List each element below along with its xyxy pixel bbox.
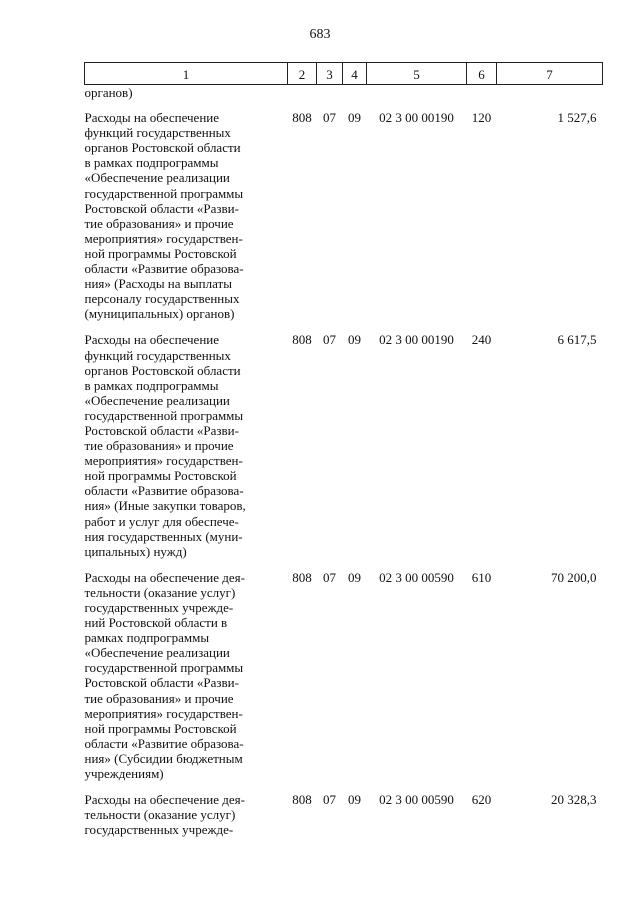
description-line: персоналу государственных xyxy=(84,291,240,307)
table-header-row xyxy=(85,63,603,85)
description-line: ния» (Иные закупки товаров, xyxy=(84,498,246,514)
target-article-code: 02 3 00 00590 xyxy=(379,569,454,585)
expense-type-code: 620 xyxy=(471,792,492,808)
description-line: Расходы на обеспечение xyxy=(84,332,220,348)
column-header-5: 5 xyxy=(367,63,467,85)
continuation-text: органов) xyxy=(84,85,133,100)
amount-value: 20 328,3 xyxy=(551,792,597,808)
table-row xyxy=(85,110,603,332)
page-number: 683 xyxy=(309,27,331,42)
description-line: Расходы на обеспечение xyxy=(84,110,220,126)
column-header-1: 1 xyxy=(85,63,288,85)
description-line: тие образования» и прочие xyxy=(84,215,234,231)
description-line: в рамках подпрограммы xyxy=(84,377,219,393)
expense-type-code: 240 xyxy=(471,332,492,348)
expense-type-code: 610 xyxy=(471,569,492,585)
description-line: Ростовской области «Разви- xyxy=(84,675,239,691)
description-line: Расходы на обеспечение дея- xyxy=(84,792,245,808)
ministry-code: 808 xyxy=(292,569,312,585)
target-article-code: 02 3 00 00590 xyxy=(379,792,454,808)
description-line: тельности (оказание услуг) xyxy=(84,807,236,823)
description-line: функций государственных xyxy=(84,125,231,141)
description-line: государственной программы xyxy=(84,660,244,676)
column-header-6: 6 xyxy=(467,63,497,85)
section-code: 07 xyxy=(323,569,336,585)
target-article-code: 02 3 00 00190 xyxy=(379,110,454,126)
description-line: «Обеспечение реализации xyxy=(84,645,230,661)
target-article-code: 02 3 00 00190 xyxy=(379,332,454,348)
description-line: Расходы на обеспечение дея- xyxy=(84,569,245,585)
description-line: области «Развитие образова- xyxy=(84,735,244,751)
column-header-3: 3 xyxy=(317,63,343,85)
description-line: ния» (Субсидии бюджетным xyxy=(84,750,243,766)
continuation-row xyxy=(85,85,603,111)
description-line: «Обеспечение реализации xyxy=(84,170,230,186)
budget-table xyxy=(84,62,603,837)
description-line: тие образования» и прочие xyxy=(84,438,234,454)
description-line: ния государственных (муни- xyxy=(84,528,243,544)
column-header-7: 7 xyxy=(497,63,603,85)
ministry-code: 808 xyxy=(292,332,312,348)
description-line: государственной программы xyxy=(84,185,244,201)
description-line: (муниципальных) органов) xyxy=(84,306,235,322)
description-line: «Обеспечение реализации xyxy=(84,392,230,408)
description-line: ния» (Расходы на выплаты xyxy=(84,276,232,292)
section-code: 07 xyxy=(323,110,336,126)
column-header-2: 2 xyxy=(288,63,317,85)
description-line: тие образования» и прочие xyxy=(84,690,234,706)
ministry-code: 808 xyxy=(292,110,312,126)
description-line: работ и услуг для обеспече- xyxy=(84,513,239,529)
expense-type-code: 120 xyxy=(471,110,492,126)
description-line: Ростовской области «Разви- xyxy=(84,422,239,438)
subsection-code: 09 xyxy=(348,332,361,348)
description-line: органов Ростовской области xyxy=(84,140,241,156)
description-line: учреждениям) xyxy=(84,766,164,782)
description-line: мероприятия» государствен- xyxy=(84,453,243,469)
table-row xyxy=(85,570,603,792)
description-line: ной программы Ростовской xyxy=(84,720,237,736)
subsection-code: 09 xyxy=(348,110,361,126)
amount-value: 6 617,5 xyxy=(557,332,597,348)
description-line: органов Ростовской области xyxy=(84,362,241,378)
description-line: государственных учрежде- xyxy=(84,822,234,838)
subsection-code: 09 xyxy=(348,792,361,808)
table-row xyxy=(85,792,603,837)
description-line: государственной программы xyxy=(84,407,244,423)
row-description xyxy=(85,332,288,569)
amount-value: 1 527,6 xyxy=(557,110,597,126)
description-line: ной программы Ростовской xyxy=(84,468,237,484)
description-line: рамках подпрограммы xyxy=(84,630,210,646)
row-description xyxy=(85,570,288,792)
description-line: государственных учрежде- xyxy=(84,600,234,615)
description-line: функций государственных xyxy=(84,347,231,363)
column-header-4: 4 xyxy=(343,63,367,85)
description-line: области «Развитие образова- xyxy=(84,261,244,277)
description-line: мероприятия» государствен- xyxy=(84,230,243,246)
amount-value: 70 200,0 xyxy=(551,569,597,585)
description-line: тельности (оказание услуг) xyxy=(84,584,236,600)
row-description xyxy=(85,792,288,837)
description-line: в рамках подпрограммы xyxy=(84,155,219,171)
section-code: 07 xyxy=(323,332,336,348)
description-line: Ростовской области «Разви- xyxy=(84,200,239,216)
ministry-code: 808 xyxy=(292,792,312,808)
description-line: ципальных) нужд) xyxy=(84,543,187,559)
table-row xyxy=(85,332,603,569)
section-code: 07 xyxy=(323,792,336,808)
description-line: мероприятия» государствен- xyxy=(84,705,243,721)
subsection-code: 09 xyxy=(348,569,361,585)
description-line: ной программы Ростовской xyxy=(84,245,237,261)
description-line: области «Развитие образова- xyxy=(84,483,244,499)
description-line: ний Ростовской области в xyxy=(84,615,228,631)
row-description xyxy=(85,110,288,332)
